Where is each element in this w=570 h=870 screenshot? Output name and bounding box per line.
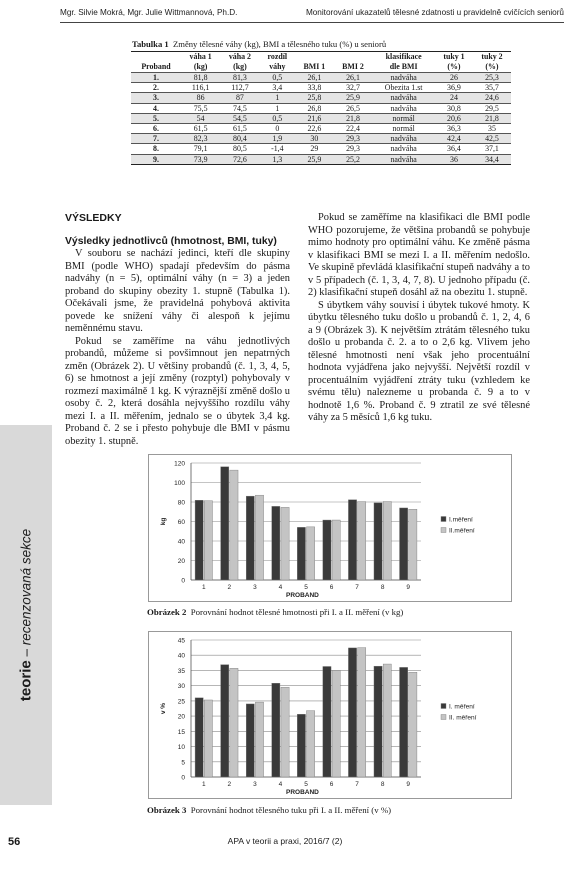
y-tick-label: 100 xyxy=(174,480,185,487)
y-tick-label: 10 xyxy=(177,744,185,752)
subsection-heading: Výsledky jednotlivců (hmotnost, BMI, tuky) xyxy=(65,235,277,247)
header-divider xyxy=(60,22,564,23)
legend-swatch xyxy=(441,528,446,533)
table-cell: 34,4 xyxy=(473,154,511,164)
figure-3-chart xyxy=(148,631,512,799)
y-tick-label: 15 xyxy=(177,728,185,736)
table-cell: nadváha xyxy=(372,134,435,144)
table-cell: 24 xyxy=(435,93,473,103)
table-cell: 25,9 xyxy=(334,93,373,103)
legend-label: II.měření xyxy=(449,527,475,535)
paragraph: Pokud se zaměříme na váhu jednotlivých probandů, můžeme si povšimnout jen nepatrných změn (Obrázek 2). U většiny probandů (č. 1, 3, 4, 5, 6) se hmotnost a její změny (rozptyl) pohybovaly v rozmezí maximálně 1 kg. K výraznější změně došlo u osoby č. 2, která dosáhla nejvyššího rozdílu váhy mezi I. a II. měřením, jednalo se o úbytek 3,4 kg. Proband č. 2 se i přesto pohybuje dle BMI v pásmu obezity 1. stupně. xyxy=(65,335,290,447)
bar xyxy=(297,527,305,580)
header-running-title: Monitorování ukazatelů tělesné zdatnosti u pravidelně cvičících seniorů xyxy=(305,8,564,17)
table-cell: 26,1 xyxy=(295,73,334,83)
table-cell: 29,5 xyxy=(473,103,511,113)
table-cell: 29,3 xyxy=(334,134,373,144)
table-cell: 30 xyxy=(295,134,334,144)
table-cell: 5. xyxy=(131,113,181,123)
table-cell: 25,8 xyxy=(295,93,334,103)
bar xyxy=(348,500,356,580)
bar xyxy=(272,506,280,580)
table-row xyxy=(131,103,511,113)
table-caption-text: Změny tělesné váhy (kg), BMI a tělesného tuku (%) u seniorů xyxy=(173,39,387,49)
bar xyxy=(246,496,254,580)
table-header-cell: váha 1 xyxy=(181,52,220,62)
table-cell: 73,9 xyxy=(181,154,220,164)
bar xyxy=(409,672,417,777)
table-cell: 3. xyxy=(131,93,181,103)
table-cell: 21,6 xyxy=(295,113,334,123)
table-header-cell: (%) xyxy=(447,61,461,71)
table-cell: 26,5 xyxy=(334,103,373,113)
x-tick-label: 7 xyxy=(355,584,359,591)
table-cell: Obezita 1.st xyxy=(372,83,435,93)
table-cell: 25,9 xyxy=(295,154,334,164)
legend-swatch xyxy=(441,517,446,522)
table-cell: nadváha xyxy=(372,73,435,83)
table-cell: 36,3 xyxy=(435,124,473,134)
table-cell: 35,7 xyxy=(473,83,511,93)
bar xyxy=(230,470,238,580)
table-header-cell: Proband xyxy=(141,61,171,71)
table-header-cell: (kg) xyxy=(233,61,247,71)
y-tick-label: 25 xyxy=(177,698,185,706)
table-caption-label: Tabulka 1 xyxy=(132,39,169,49)
figure-3-caption xyxy=(147,805,391,815)
table-row xyxy=(131,113,511,123)
running-header xyxy=(60,8,564,22)
bar xyxy=(400,667,408,777)
table-cell: 29 xyxy=(295,144,334,154)
y-tick-label: 0 xyxy=(181,577,185,585)
table-cell: 81,8 xyxy=(181,73,220,83)
y-tick-label: 20 xyxy=(177,713,185,721)
table-cell: nadváha xyxy=(372,144,435,154)
table-cell: 36,4 xyxy=(435,144,473,154)
right-text-column xyxy=(308,212,530,425)
table-cell: 0 xyxy=(260,124,295,134)
x-tick-label: 2 xyxy=(227,781,232,788)
bar xyxy=(281,687,289,777)
bar xyxy=(255,702,263,777)
y-tick-label: 30 xyxy=(177,683,185,691)
figure-3-text: Porovnání hodnot tělesného tuku při I. a II. měření (v %) xyxy=(190,805,392,815)
legend-swatch xyxy=(441,704,446,709)
bar xyxy=(323,520,331,580)
table-header-row-2 xyxy=(131,62,511,73)
table-cell: 26 xyxy=(435,73,473,83)
table-cell: 1,3 xyxy=(260,154,295,164)
table-cell: 116,1 xyxy=(181,83,220,93)
table-cell: 25,2 xyxy=(334,154,373,164)
table-row xyxy=(131,124,511,134)
table-cell: nadváha xyxy=(372,154,435,164)
table-cell: 8. xyxy=(131,144,181,154)
legend-swatch xyxy=(441,715,446,720)
results-table xyxy=(131,51,511,165)
bar xyxy=(307,527,315,580)
legend-label: I.měření xyxy=(449,516,473,524)
fat-bar-chart xyxy=(149,632,511,798)
y-tick-label: 35 xyxy=(177,667,185,675)
table-cell: 42,5 xyxy=(473,134,511,144)
section-label xyxy=(18,529,35,701)
table-header-cell xyxy=(295,52,334,62)
table-cell: 61,5 xyxy=(220,124,259,134)
bar xyxy=(323,666,331,777)
table-cell: 0,5 xyxy=(260,113,295,123)
table-cell: 74,5 xyxy=(220,103,259,113)
table-row xyxy=(131,93,511,103)
table-cell: 21,8 xyxy=(334,113,373,123)
x-tick-label: 1 xyxy=(201,781,206,788)
table-header-cell: klasifikace xyxy=(372,52,435,62)
y-tick-label: 60 xyxy=(177,519,185,526)
figure-3-label: Obrázek 3 xyxy=(147,805,187,815)
header-authors: Mgr. Silvie Mokrá, Mgr. Julie Wittmannová, Ph.D. xyxy=(60,8,238,17)
table-header-cell xyxy=(131,52,181,62)
table-header-cell: BMI 1 xyxy=(303,61,326,71)
x-tick-label: 6 xyxy=(329,781,334,788)
table-cell: normál xyxy=(372,124,435,134)
table-cell: 72,6 xyxy=(220,154,259,164)
bar xyxy=(400,508,408,580)
table-cell: 1 xyxy=(260,103,295,113)
table-cell: 79,1 xyxy=(181,144,220,154)
bar xyxy=(195,500,203,580)
bar xyxy=(195,698,203,777)
figure-2-label: Obrázek 2 xyxy=(147,607,187,617)
table-cell: 1. xyxy=(131,73,181,83)
table-cell: nadváha xyxy=(372,103,435,113)
x-tick-label: 3 xyxy=(253,584,257,591)
table-cell: 80,4 xyxy=(220,134,259,144)
table-header-cell xyxy=(334,52,373,62)
table-cell: 20,6 xyxy=(435,113,473,123)
table-caption xyxy=(132,39,386,49)
table-cell: 0,5 xyxy=(260,73,295,83)
bar xyxy=(383,664,391,777)
bar xyxy=(374,503,382,580)
table-row xyxy=(131,134,511,144)
table-cell: 1 xyxy=(260,93,295,103)
journal-footer: APA v teorii a praxi, 2016/7 (2) xyxy=(227,836,343,846)
x-tick-label: 5 xyxy=(304,584,308,591)
x-tick-label: 5 xyxy=(304,781,308,788)
y-tick-label: 80 xyxy=(177,499,185,507)
bar xyxy=(374,666,382,777)
table-cell: 61,5 xyxy=(181,124,220,134)
table-cell: 87 xyxy=(220,93,259,103)
table-cell: normál xyxy=(372,113,435,123)
table-cell: 4. xyxy=(131,103,181,113)
section-word-theory: teorie xyxy=(17,660,35,702)
x-tick-label: 3 xyxy=(253,781,257,788)
section-heading: VÝSLEDKY xyxy=(65,212,122,224)
y-tick-label: 40 xyxy=(177,538,185,546)
table-cell: 33,8 xyxy=(295,83,334,93)
paragraph: Pokud se zaměříme na klasifikaci dle BMI podle WHO pozorujeme, že většina probandů se pohybuje mimo hodnoty pro optimální váhu. Ke změně pásma v klasifikaci BMI se mezi I. a II. měřením nedošlo. Ve skupině převládá klasifikační stupeň nadváhy a to v 5 případech (č. 1, 3, 4, 7, 8). U jednoho případu (č. 2) klasifikační stupeň dosáhl až na obezitu 1. stupně. xyxy=(308,212,530,298)
page-number: 56 xyxy=(8,836,21,848)
bar xyxy=(358,502,366,580)
x-tick-label: 8 xyxy=(380,584,385,591)
table-row xyxy=(131,154,511,164)
bar xyxy=(221,665,229,777)
table-cell: 82,3 xyxy=(181,134,220,144)
table-cell: 1,9 xyxy=(260,134,295,144)
table-cell: 32,7 xyxy=(334,83,373,93)
bar xyxy=(221,467,229,580)
left-text-column xyxy=(65,212,290,448)
x-tick-label: 9 xyxy=(406,584,411,591)
bar xyxy=(255,495,263,580)
table-header-cell: váhy xyxy=(269,61,286,71)
table-cell: 29,3 xyxy=(334,144,373,154)
table-cell: 42,4 xyxy=(435,134,473,144)
x-tick-label: 8 xyxy=(380,781,385,788)
table-cell: 86 xyxy=(181,93,220,103)
table-cell: 26,8 xyxy=(295,103,334,113)
table-cell: 30,8 xyxy=(435,103,473,113)
table-cell: 9. xyxy=(131,154,181,164)
table-cell: 75,5 xyxy=(181,103,220,113)
paragraph: V souboru se nachází jedinci, kteří dle skupiny BMI (podle WHO) spadají především do pásma nadváhy (n = 5), optimální váhy (n = 3) a jeden proband do skupiny obezity 1. stupně (Tabulka 1). Očekávali jsme, že pravidelná pohybová aktivita povede ke snížení váhy či alespoň k jejímu neměnnému stavu. xyxy=(65,248,290,334)
table-header-cell: dle BMI xyxy=(389,61,418,71)
x-tick-label: 4 xyxy=(278,781,283,788)
y-tick-label: 5 xyxy=(181,759,185,767)
y-tick-label: 45 xyxy=(177,637,185,645)
table-cell: 54 xyxy=(181,113,220,123)
x-tick-label: 9 xyxy=(406,781,411,788)
table-header-cell: tuky 1 xyxy=(435,52,473,62)
table-header-cell: váha 2 xyxy=(220,52,259,62)
y-tick-label: 0 xyxy=(181,774,185,782)
bar xyxy=(409,509,417,580)
table-row xyxy=(131,73,511,83)
table-cell: 2. xyxy=(131,83,181,93)
bar xyxy=(307,711,315,777)
table-cell: 81,3 xyxy=(220,73,259,83)
table-cell: nadváha xyxy=(372,93,435,103)
bar xyxy=(348,648,356,777)
section-dash: – xyxy=(18,648,34,657)
table-cell: 6. xyxy=(131,124,181,134)
table-cell: -1,4 xyxy=(260,144,295,154)
bar xyxy=(297,714,305,777)
figure-2-text: Porovnání hodnot tělesné hmotnosti při I. a II. měření (v kg) xyxy=(190,607,404,617)
y-axis-label: kg xyxy=(160,517,167,526)
x-tick-label: 1 xyxy=(201,584,206,591)
x-axis-label: PROBAND xyxy=(286,592,319,599)
bar xyxy=(332,670,340,777)
bar xyxy=(281,507,289,580)
table-header-cell: BMI 2 xyxy=(342,61,364,71)
table-cell: 24,6 xyxy=(473,93,511,103)
x-axis-label: PROBAND xyxy=(286,789,319,796)
figure-2-chart xyxy=(148,454,512,602)
table-cell: 35 xyxy=(473,124,511,134)
table-header-cell: (kg) xyxy=(193,61,208,71)
weight-bar-chart xyxy=(149,455,511,601)
bar xyxy=(272,683,280,777)
table-cell: 22,6 xyxy=(295,124,334,134)
bar xyxy=(332,520,340,580)
table-cell: 37,1 xyxy=(473,144,511,154)
y-tick-label: 120 xyxy=(174,460,185,468)
table-cell: 3,4 xyxy=(260,83,295,93)
table-header-cell: (%) xyxy=(485,61,499,71)
table-cell: 80,5 xyxy=(220,144,259,154)
table-row xyxy=(131,144,511,154)
table-header-cell: tuky 2 xyxy=(473,52,511,62)
bar xyxy=(383,502,391,580)
table-cell: 22,4 xyxy=(334,124,373,134)
bar xyxy=(358,648,366,777)
table-cell: 36,9 xyxy=(435,83,473,93)
section-word-reviewed: recenzovaná sekce xyxy=(18,528,34,646)
legend-label: I. měření xyxy=(449,703,475,711)
table-cell: 25,3 xyxy=(473,73,511,83)
bar xyxy=(204,501,212,580)
table-cell: 112,7 xyxy=(220,83,259,93)
table-cell: 54,5 xyxy=(220,113,259,123)
table-cell: 21,8 xyxy=(473,113,511,123)
legend-label: II. měření xyxy=(449,714,477,722)
paragraph: S úbytkem váhy souvisí i úbytek tukové hmoty. K úbytku tělesného tuku došlo u probandů č. 1, 2, 4, 6 a 9 (Obrázek 3). K největším ztrátám tělesného tuku došlo u probanda č. 2. a to o 2,6 kg. Vlivem jeho tělesné hmotnosti není však jeho procentuální hodnota vyjádřena jako nejvyšší. Největší rozdíl v procentuálním vyjádření ztráty tuku (vzhledem ke svému tělu) nalezneme u probanda č. 9 a to v hodnotě 1,6 %. Proband č. 9 ztratil ze své tělesné váhy za 5 měsíců 1,6 kg tuku. xyxy=(308,299,530,423)
table-cell: 36 xyxy=(435,154,473,164)
x-tick-label: 7 xyxy=(355,781,359,788)
bar xyxy=(204,700,212,777)
bar xyxy=(246,704,254,777)
x-tick-label: 6 xyxy=(329,584,334,591)
table-header-cell: rozdíl xyxy=(260,52,295,62)
x-tick-label: 4 xyxy=(278,584,283,591)
y-tick-label: 40 xyxy=(177,652,185,660)
x-tick-label: 2 xyxy=(227,584,232,591)
y-tick-label: 20 xyxy=(177,558,185,565)
figure-2-caption xyxy=(147,607,403,617)
table-row xyxy=(131,83,511,93)
table-cell: 26,1 xyxy=(334,73,373,83)
table-cell: 7. xyxy=(131,134,181,144)
table-header-row-1 xyxy=(131,52,511,62)
y-axis-label: v % xyxy=(160,702,167,715)
bar xyxy=(230,668,238,777)
